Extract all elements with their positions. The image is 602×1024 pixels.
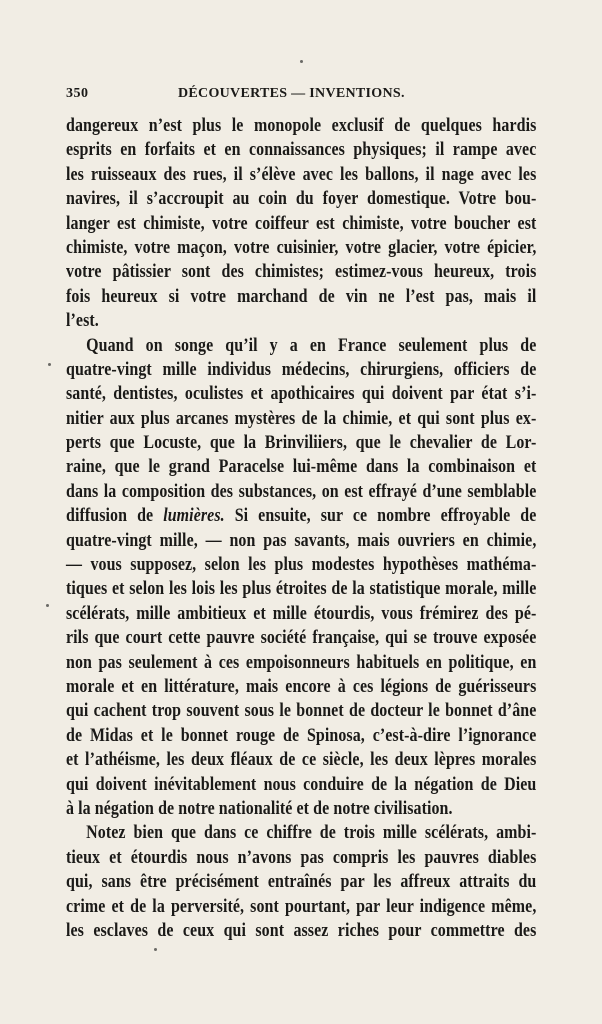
text-line: chimiste, votre maçon, votre cuisinier, votre glacier, votre épicier,: [66, 236, 537, 258]
page-number: 350: [66, 86, 89, 101]
paper-speck: [300, 60, 303, 63]
text-line: — vous supposez, selon les plus modestes hypothèses mathéma-: [66, 554, 537, 576]
text-line: nitier aux plus arcanes mystères de la chimie, et qui sont plus ex-: [66, 407, 537, 429]
text-line: qui, sans être précisément entraînés par les affreux attraits du: [66, 871, 537, 893]
text-line: quatre-vingt mille individus médecins, chirurgiens, officiers de: [66, 358, 537, 380]
text-line: dans la composition des substances, on est effrayé d’une semblable: [66, 480, 537, 502]
paper-speck: [46, 604, 49, 607]
text-line: tiques et selon les lois les plus étroites de la statistique morale, mille: [66, 578, 537, 600]
text-line: raine, que le grand Paracelse lui-même dans la combinaison et: [66, 456, 537, 478]
body-text: [66, 114, 536, 943]
page-header: [66, 86, 546, 106]
text-line: de Midas et le bonnet rouge de Spinosa, c’est-à-dire l’ignorance: [66, 724, 537, 746]
text-line: et l’athéisme, les deux fléaux de ce siècle, les deux lèpres morales: [66, 749, 537, 771]
text-line: morale et en littérature, mais encore à ces légions de guérisseurs: [66, 675, 537, 697]
text-line: quatre-vingt mille, — non pas savants, mais ouvriers en chimie,: [66, 529, 537, 551]
text-line: qui doivent inévitablement nous conduire de la négation de Dieu: [66, 773, 537, 795]
text-line: tieux et étourdis nous n’avons pas compris les pauvres diables: [66, 846, 537, 868]
text-line: navires, il s’accroupit au coin du foyer domestique. Votre bou-: [66, 188, 537, 210]
text-line: les esclaves de ceux qui sont assez riches pour commettre des: [66, 919, 537, 941]
paper-speck: [154, 948, 157, 951]
text-line: perts que Locuste, que la Brinviliiers, que le chevalier de Lor-: [66, 432, 537, 454]
text-line: votre pâtissier sont des chimistes; estimez-vous heureux, trois: [66, 261, 537, 283]
text-line: fois heureux si votre marchand de vin ne l’est pas, mais il: [66, 285, 537, 307]
text-line: scélérats, mille ambitieux et mille étourdis, vous frémirez des pé-: [66, 602, 537, 624]
text-line: crime et de la perversité, sont pourtant, par leur indigence même,: [66, 895, 537, 917]
text-line: [66, 504, 536, 528]
italic-word: lumières.: [163, 505, 225, 527]
text-segment: diffusion de: [66, 505, 164, 527]
text-line: non pas seulement à ces empoisonneurs habituels en politique, en: [66, 651, 537, 673]
text-line: santé, dentistes, oculistes et apothicaires qui doivent par état s’i-: [66, 383, 537, 405]
paragraph-start-line: Notez bien que dans ce chiffre de trois mille scélérats, ambi-: [86, 822, 537, 844]
paragraph-start-line: Quand on songe qu’il y a en France seulement plus de: [86, 334, 537, 356]
text-line: les ruisseaux des rues, il s’élève avec les ballons, il nage avec les: [66, 163, 537, 185]
text-line: qui cachent trop souvent sous le bonnet de docteur le bonnet d’âne: [66, 700, 537, 722]
paper-speck: [48, 363, 51, 366]
text-line: dangereux n’est plus le monopole exclusif de quelques hardis: [66, 115, 537, 136]
text-line: esprits en forfaits et en connaissances physiques; il rampe avec: [66, 139, 537, 161]
text-line: langer est chimiste, votre coiffeur est chimiste, votre boucher est: [66, 212, 537, 234]
text-line: l’est.: [66, 310, 99, 332]
text-line: à la négation de notre nationalité et de notre civilisation.: [66, 797, 453, 819]
text-line: rils que court cette pauvre société française, qui se trouve exposée: [66, 627, 537, 649]
text-segment: Si ensuite, sur ce nombre effroyable de: [224, 505, 537, 527]
running-head: DÉCOUVERTES — INVENTIONS.: [178, 86, 405, 101]
